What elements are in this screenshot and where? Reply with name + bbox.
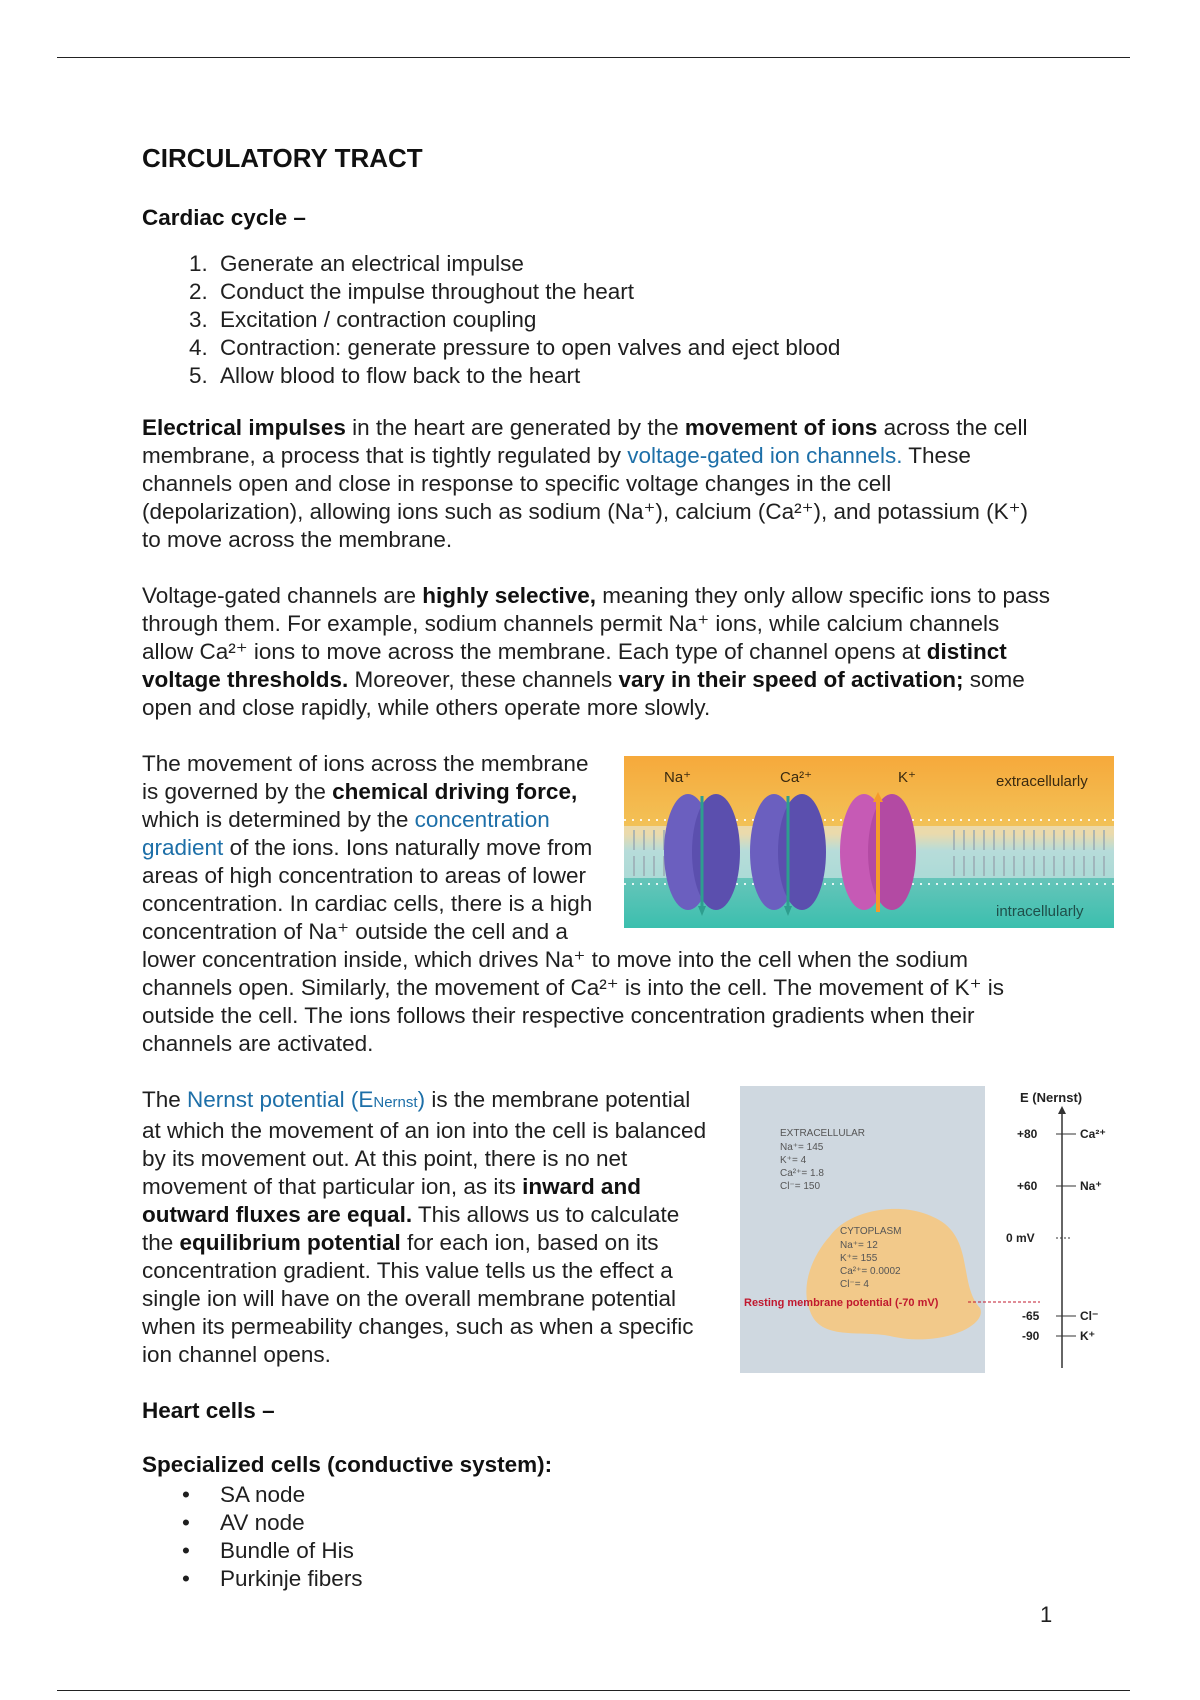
selectivity-paragraph <box>142 582 1052 722</box>
k-label: K⁺ <box>898 769 916 786</box>
scale-ion: Cl⁻ <box>1080 1309 1099 1323</box>
extracellular-label: extracellularly <box>996 773 1088 790</box>
scale-ion: Na⁺ <box>1080 1179 1102 1193</box>
text: The movement of ions across the membrane is governed by the <box>142 751 589 804</box>
potassium-channel <box>840 792 916 912</box>
scale-ion: Ca²⁺ <box>1080 1127 1106 1141</box>
nernst-potential-figure <box>740 1086 1120 1373</box>
electrical-impulses-paragraph <box>142 414 1052 554</box>
extracellular-title: EXTRACELLULAR <box>780 1128 866 1139</box>
text: meaning they only allow specific ions to pass through them. For example, sodium channels permit Na⁺ ions, while calcium channels allow Ca²⁺ ions to move across the membrane. Each type of channel opens at <box>142 583 1051 664</box>
cardiac-cycle-steps <box>142 250 1052 390</box>
cyto-line: Cl⁻= 4 <box>840 1279 869 1290</box>
list-item: 4. Contraction: generate pressure to open valves and eject blood <box>214 334 1052 362</box>
specialized-cells-heading: Specialized cells (conductive system): <box>142 1452 553 1477</box>
cyto-line: Na⁺= 12 <box>840 1240 878 1251</box>
scale-value: +80 <box>1017 1127 1038 1141</box>
scale-value: -90 <box>1022 1329 1040 1343</box>
bold-text: movement of ions <box>684 415 878 440</box>
link-text: Nernst potential (E <box>187 1087 374 1112</box>
text: The <box>142 1087 188 1112</box>
page-title: CIRCULATORY TRACT <box>142 143 423 173</box>
sodium-channel <box>664 794 740 916</box>
bold-text: chemical driving force, <box>332 779 578 804</box>
page-number: 1 <box>1040 1602 1053 1627</box>
link-subscript: Nernst <box>373 1094 418 1111</box>
extra-line: Na⁺= 145 <box>780 1142 824 1153</box>
text: These channels open and close in response to specific voltage changes in the cell (depolarization), allowing ions such as sodium (Na⁺), calcium (Ca²⁺), and potassium (K⁺) to move across the membrane. <box>142 443 1028 552</box>
bold-text: highly selective, <box>422 583 597 608</box>
calcium-channel <box>750 794 826 916</box>
ion-channel-membrane-figure <box>624 756 1114 928</box>
scale-value: -65 <box>1022 1309 1040 1323</box>
extra-line: K⁺= 4 <box>780 1155 807 1166</box>
specialized-cells-list <box>142 1481 1052 1593</box>
page-content <box>142 140 1106 1593</box>
text: for each ion, based on its concentration gradient. This value tells us the effect a single ion will have on the overall membrane potential when its permeability changes, such as when a specific ion channel opens. <box>142 1230 694 1367</box>
extra-line: Cl⁻= 150 <box>780 1181 821 1192</box>
list-item: • SA node <box>214 1481 1052 1509</box>
text: Voltage-gated channels are <box>142 583 423 608</box>
bold-text: Electrical impulses <box>142 415 346 440</box>
list-item: 3. Excitation / contraction coupling <box>214 306 1052 334</box>
voltage-gated-link[interactable]: voltage-gated ion channels. <box>627 443 903 468</box>
heart-cells-heading: Heart cells – <box>142 1398 275 1423</box>
cyto-line: Ca²⁺= 0.0002 <box>840 1266 901 1277</box>
nernst-potential-link[interactable] <box>187 1087 425 1112</box>
list-item: • AV node <box>214 1509 1052 1537</box>
list-item: 2. Conduct the impulse throughout the heart <box>214 278 1052 306</box>
bold-text: distinct voltage thresholds. <box>142 639 1007 692</box>
na-label: Na⁺ <box>664 769 692 786</box>
text: of the ions. Ions naturally move from areas of high concentration to areas of lower concentration. In cardiac cells, there is a high concentration of Na⁺ outside the cell and a lower concentration inside, which drives Na⁺ to move into the cell when the sodium channels open. Similarly, the movement of Ca²⁺ is into the cell. The movement of K⁺ is outside the cell. The ions follows their respective concentration gradients when their channels are activated. <box>142 835 1005 1056</box>
text: across the cell membrane, a process that is tightly regulated by <box>142 415 1028 468</box>
concentration-gradient-link[interactable]: concentration gradient <box>142 807 550 860</box>
text: Moreover, these channels <box>348 667 619 692</box>
scale-title: E (Nernst) <box>1020 1090 1083 1105</box>
resting-potential-label: Resting membrane potential (-70 mV) <box>744 1297 939 1309</box>
list-item: • Purkinje fibers <box>214 1565 1052 1593</box>
text: some open and close rapidly, while others operate more slowly. <box>142 667 1025 720</box>
text: in the heart are generated by the <box>345 415 685 440</box>
text: which is determined by the <box>142 807 415 832</box>
text: This allows us to calculate the <box>142 1202 680 1255</box>
cardiac-cycle-heading: Cardiac cycle – <box>142 205 306 230</box>
ca-label: Ca²⁺ <box>780 769 813 786</box>
bold-text: vary in their speed of activation; <box>618 667 964 692</box>
list-item: • Bundle of His <box>214 1537 1052 1565</box>
scale-value: 0 mV <box>1006 1231 1035 1245</box>
bold-text: equilibrium potential <box>179 1230 401 1255</box>
text: is the membrane potential at which the movement of an ion into the cell is balanced by its movement out. At this point, there is no net movement of that particular ion, as its <box>142 1087 707 1199</box>
scale-ion: K⁺ <box>1080 1329 1095 1343</box>
list-item: 1. Generate an electrical impulse <box>214 250 1052 278</box>
bold-text: inward and outward fluxes are equal. <box>142 1174 641 1227</box>
cytoplasm-title: CYTOPLASM <box>840 1226 902 1237</box>
extra-line: Ca²⁺= 1.8 <box>780 1168 824 1179</box>
scale-value: +60 <box>1017 1179 1038 1193</box>
link-text: ) <box>417 1087 426 1112</box>
intracellular-label: intracellularly <box>996 903 1084 920</box>
cyto-line: K⁺= 155 <box>840 1253 878 1264</box>
bottom-rule <box>57 1690 1130 1691</box>
list-item: 5. Allow blood to flow back to the heart <box>214 362 1052 390</box>
top-rule <box>57 57 1130 58</box>
